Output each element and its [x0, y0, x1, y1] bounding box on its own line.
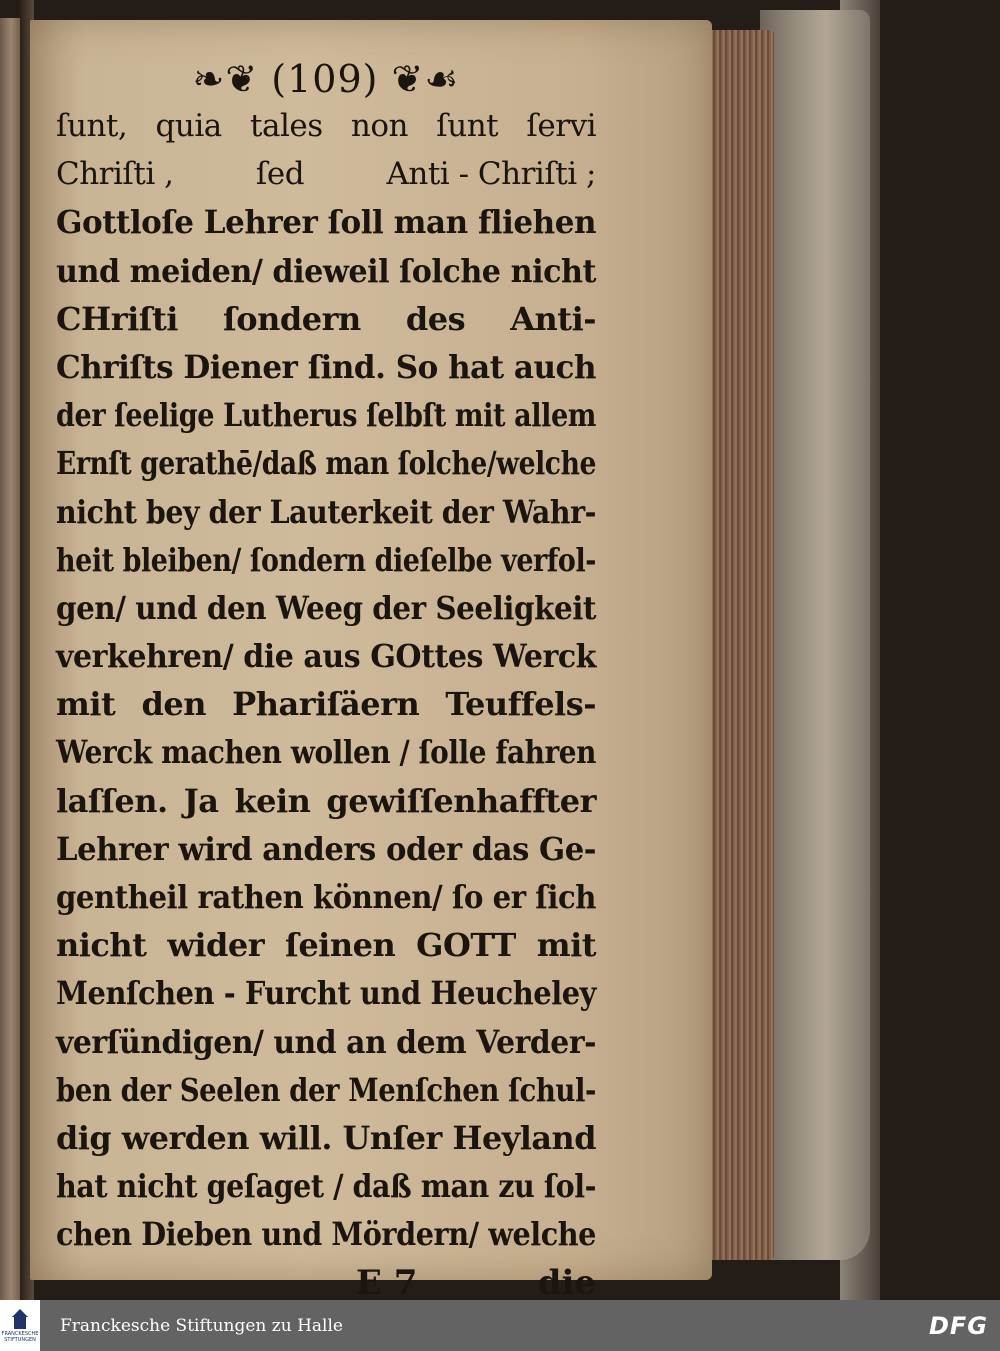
ornament-right: ❦☙ [378, 57, 460, 101]
text-line [56, 198, 596, 246]
text-segment: chen Dieben und Mördern/ welche [56, 1215, 596, 1254]
viewer-footer [0, 1300, 1000, 1351]
text-segment: gentheil rathen können/ ſo er ſich [56, 878, 596, 916]
text-segment: ſed [255, 156, 305, 193]
text-line [56, 921, 596, 969]
dfg-logo[interactable]: DFG [928, 1312, 988, 1340]
text-line [56, 247, 596, 295]
institution-logo[interactable] [0, 1300, 40, 1351]
page-header [56, 56, 596, 102]
text-line [56, 102, 596, 150]
text-segment: nicht bey der Lauterkeit der Wahr- [56, 492, 596, 531]
text-line [56, 536, 596, 584]
text-segment: Werck machen wollen / ſolle fahren [56, 733, 596, 772]
text-segment: hat nicht geſaget / daß man zu ſol- [56, 1167, 596, 1206]
text-line [56, 825, 596, 873]
text-line [56, 873, 596, 921]
text-line [56, 728, 596, 776]
text-segment: verkehren/ die aus GOttes Werck [56, 637, 596, 676]
signature-mark: E 7 [356, 1262, 418, 1300]
text-lines [56, 102, 596, 1259]
text-line [56, 150, 596, 198]
text-segment: gen/ und den Weeg der Seeligkeit [56, 588, 596, 627]
text-line [56, 391, 596, 439]
text-segment: Gottloſe Lehrer ſoll man fliehen [56, 203, 596, 242]
building-icon [11, 1309, 29, 1331]
text-line [56, 1018, 596, 1066]
text-segment: laſſen. Ja kein gewiſſenhaffter [56, 781, 596, 820]
text-line [56, 439, 596, 487]
text-line [56, 1066, 596, 1114]
text-segment: Anti - Chriſti ; [386, 156, 596, 193]
text-line [56, 295, 596, 343]
text-line [56, 1210, 596, 1258]
text-segment: mit den Phariſäern Teuffels- [56, 685, 596, 724]
text-line [56, 584, 596, 632]
text-line [56, 343, 596, 391]
text-segment: Lehrer wird anders oder das Ge- [56, 829, 596, 868]
text-segment: ſunt, quia tales non ſunt ſervi [56, 108, 596, 144]
page-edges [704, 30, 774, 1260]
text-line [56, 632, 596, 680]
text-line [56, 969, 596, 1017]
text-segment: verſündigen/ und an dem Verder- [56, 1022, 596, 1061]
text-line [56, 1114, 596, 1162]
catchword: die [537, 1262, 596, 1300]
text-segment: und meiden/ dieweil ſolche nicht [56, 251, 596, 290]
text-line [56, 488, 596, 536]
text-segment: CHriſti ſondern des Anti- [56, 299, 596, 338]
logo-text: FRANCKESCHE STIFTUNGEN [1, 1330, 39, 1343]
left-page-edge [0, 18, 22, 1300]
page-text [56, 56, 596, 1300]
text-segment: der ſeelige Lutherus ſelbſt mit allem [56, 396, 596, 435]
text-segment: dig werden will. Unſer Heyland [56, 1118, 596, 1157]
text-segment: Chriſts Diener ſind. So hat auch [56, 347, 596, 386]
text-segment: nicht wider ſeinen GOTT mit [56, 926, 596, 965]
text-segment: Ernſt gerathē/daß man ſolche/welche [56, 444, 596, 483]
text-line [56, 777, 596, 825]
cover-board [760, 10, 870, 1260]
text-segment: Chriſti , [56, 156, 174, 193]
text-line [56, 1162, 596, 1210]
page-footer-line [56, 1259, 596, 1301]
text-segment: heit bleiben/ ſondern dieſelbe verfol- [56, 540, 596, 579]
institution-title[interactable]: Franckesche Stiftungen zu Halle [60, 1315, 343, 1336]
page-number: (109) [271, 57, 379, 101]
text-line [56, 680, 596, 728]
ornament-left: ❧❦ [192, 57, 272, 101]
text-segment: ben der Seelen der Menſchen ſchul- [56, 1070, 596, 1109]
text-segment: Menſchen - Furcht und Heucheley [56, 974, 596, 1013]
